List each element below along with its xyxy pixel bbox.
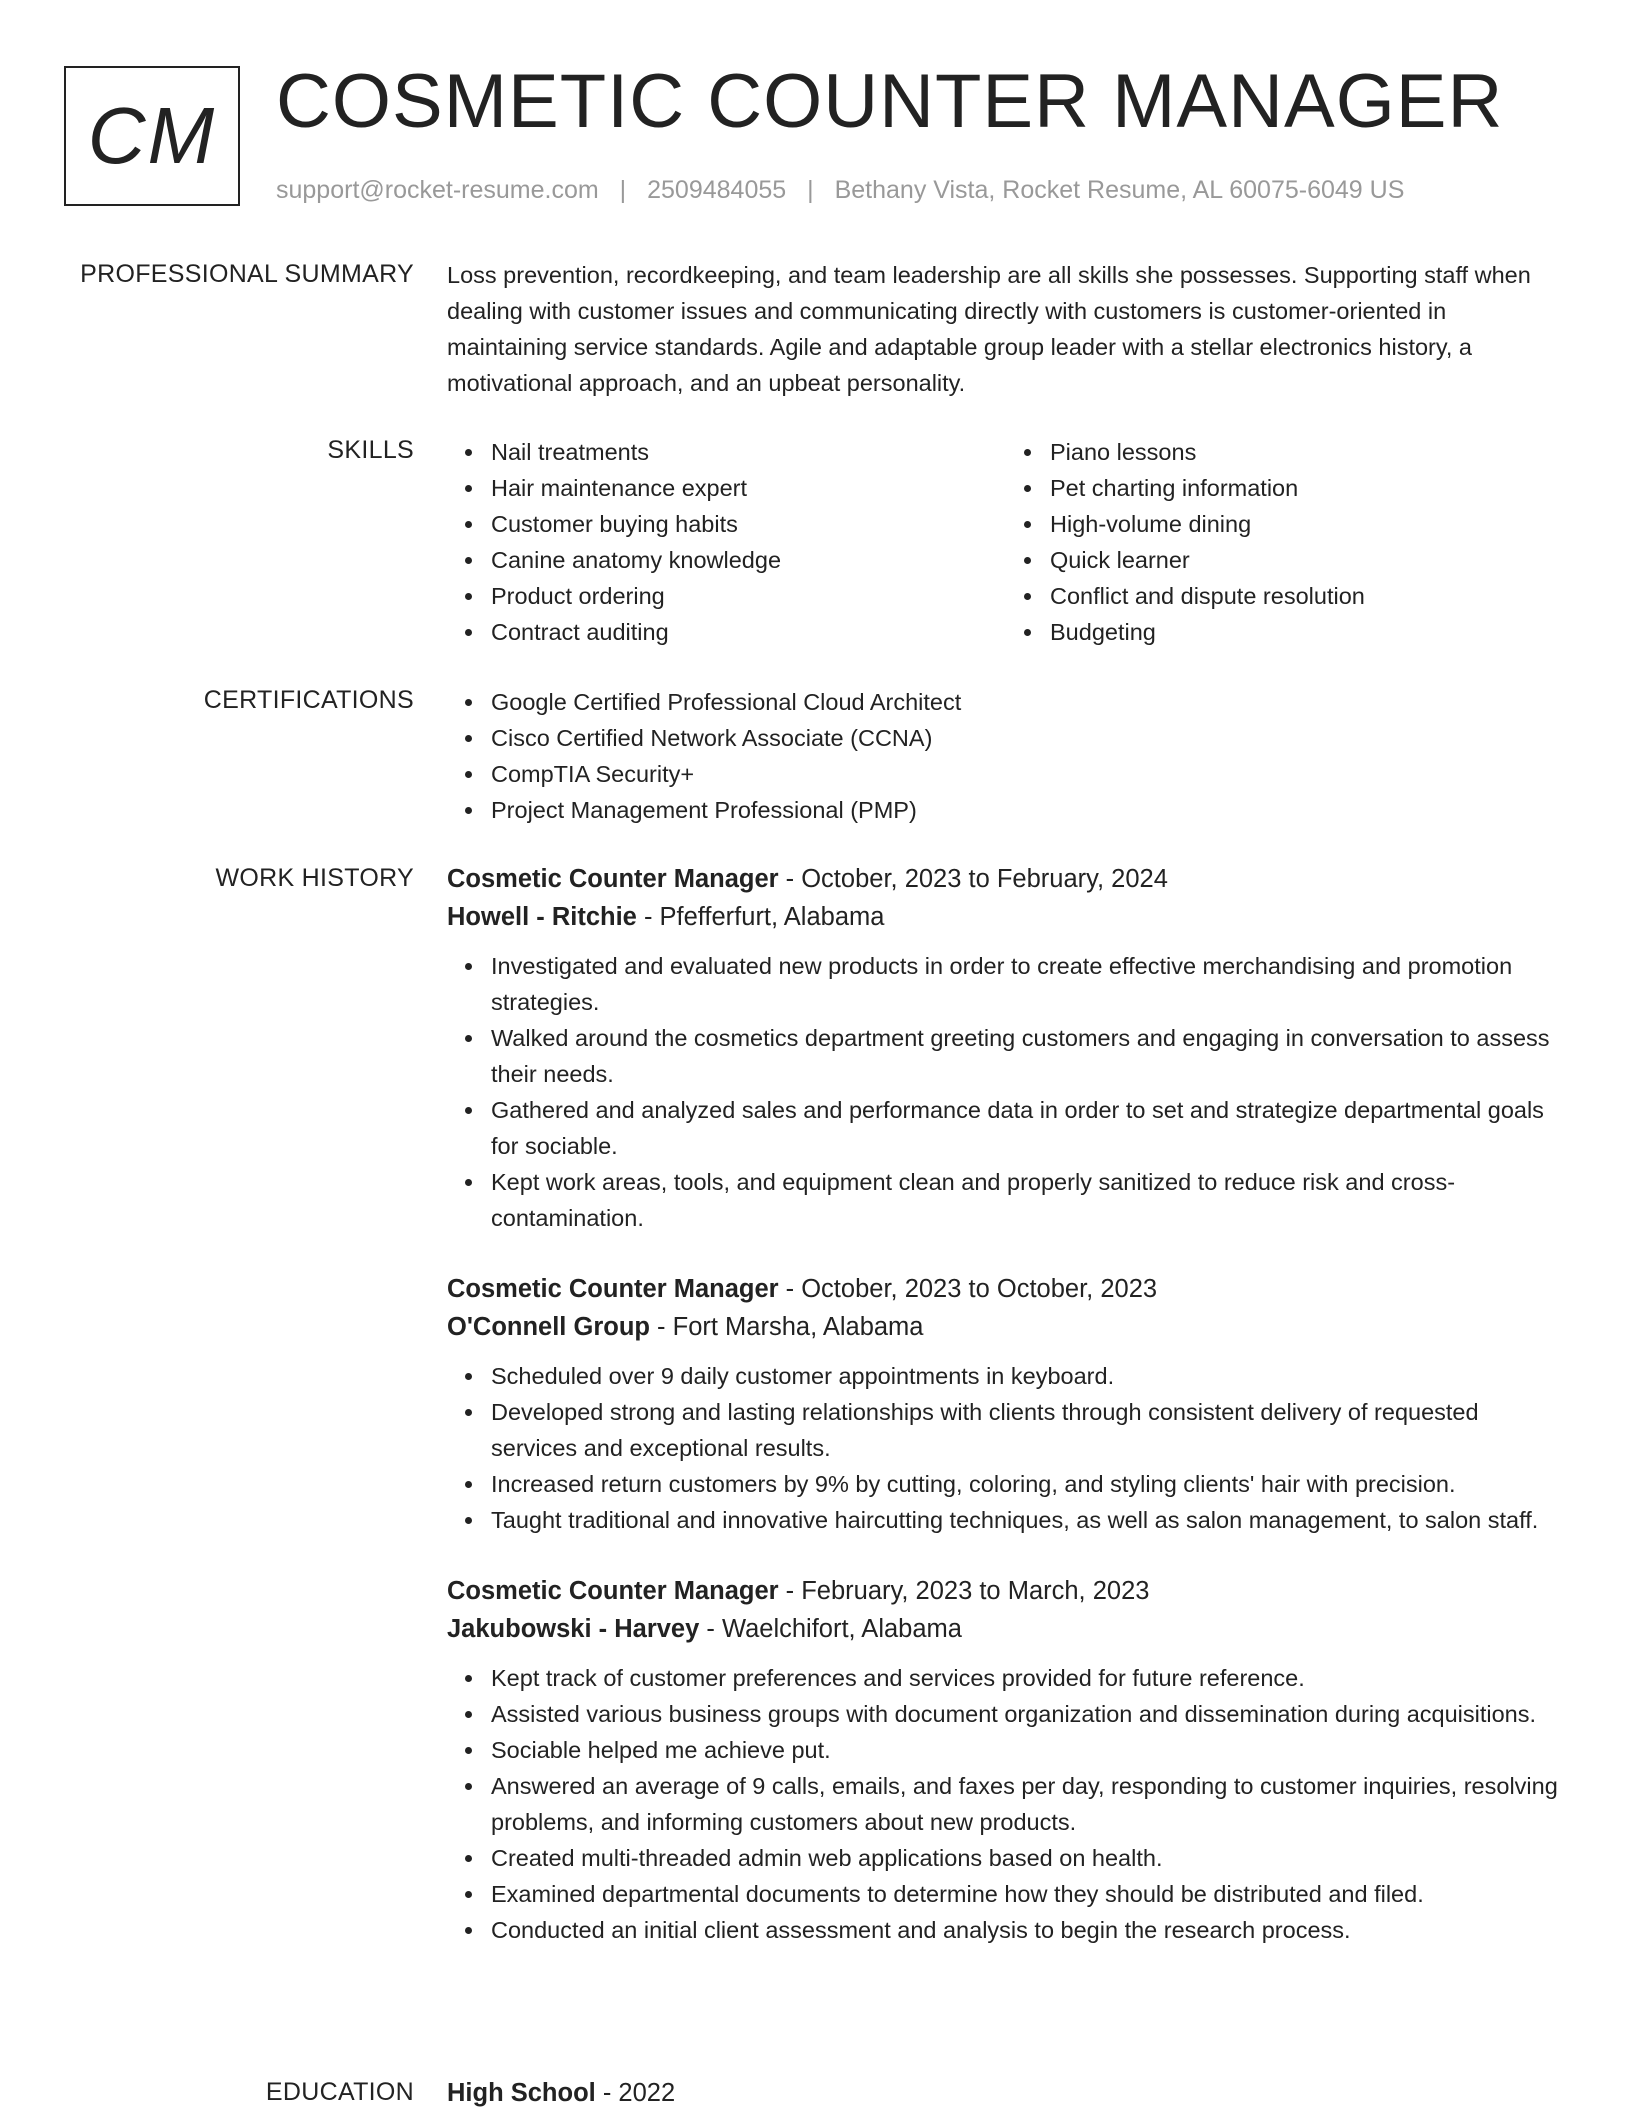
job-duty: Scheduled over 9 daily customer appointments in keyboard. — [491, 1358, 1565, 1394]
monogram-logo: CM — [64, 66, 240, 206]
job-duty: Examined departmental documents to determine how they should be distributed and filed. — [491, 1876, 1565, 1912]
job-duties — [447, 1358, 1565, 1538]
skill-item: Canine anatomy knowledge — [491, 542, 1006, 578]
skill-item: Pet charting information — [1050, 470, 1565, 506]
skill-item: Conflict and dispute resolution — [1050, 578, 1565, 614]
job-duty: Kept work areas, tools, and equipment clean and properly sanitized to reduce risk and cross-contamination. — [491, 1164, 1565, 1236]
education-degree: High School — [447, 2079, 596, 2107]
job-location: - Waelchifort, Alabama — [699, 1615, 962, 1643]
skills-list-right — [1006, 434, 1565, 650]
section-heading: EDUCATION — [265, 2078, 414, 2106]
skill-item: Product ordering — [491, 578, 1006, 614]
skill-item: High-volume dining — [1050, 506, 1565, 542]
job-title-line — [447, 1572, 1565, 1610]
job-duty: Gathered and analyzed sales and performance data in order to set and strategize departmental goals for sociable. — [491, 1092, 1565, 1164]
education-line — [447, 2074, 1565, 2112]
job-duty: Increased return customers by 9% by cutting, coloring, and styling clients' hair with precision. — [491, 1466, 1565, 1502]
job-duty: Answered an average of 9 calls, emails, and faxes per day, responding to customer inquiries, resolving problems, and informing customers about new products. — [491, 1768, 1565, 1840]
contact-email[interactable]: support@rocket-resume.com — [276, 176, 599, 204]
section-heading: CERTIFICATIONS — [203, 686, 414, 714]
certification-item: Google Certified Professional Cloud Architect — [491, 684, 1565, 720]
job-company: Howell - Ritchie — [447, 903, 637, 931]
contact-line — [276, 176, 1404, 205]
job-title: Cosmetic Counter Manager — [447, 865, 779, 893]
skill-item: Contract auditing — [491, 614, 1006, 650]
job-duty: Conducted an initial client assessment and analysis to begin the research process. — [491, 1912, 1565, 1948]
job-title: Cosmetic Counter Manager — [447, 1275, 779, 1303]
section-heading: SKILLS — [327, 436, 414, 464]
job-title-line — [447, 860, 1565, 898]
job-duty: Developed strong and lasting relationships with clients through consistent delivery of requested services and exceptional results. — [491, 1394, 1565, 1466]
job-duties — [447, 948, 1565, 1236]
job-company-line — [447, 1308, 1565, 1346]
job-duty: Investigated and evaluated new products in order to create effective merchandising and promotion strategies. — [491, 948, 1565, 1020]
job-duties — [447, 1660, 1565, 1948]
skill-item: Piano lessons — [1050, 434, 1565, 470]
certifications-list — [447, 684, 1565, 828]
section-heading: WORK HISTORY — [215, 864, 414, 892]
job-dates: - February, 2023 to March, 2023 — [778, 1577, 1150, 1605]
contact-phone[interactable]: 2509484055 — [647, 176, 787, 204]
skill-item: Hair maintenance expert — [491, 470, 1006, 506]
contact-separator: | — [807, 176, 814, 204]
contact-separator: | — [619, 176, 627, 204]
job-entry — [447, 1572, 1565, 1948]
resume-title: COSMETIC COUNTER MANAGER — [276, 59, 1504, 144]
job-location: - Fort Marsha, Alabama — [649, 1313, 924, 1341]
skill-item: Budgeting — [1050, 614, 1565, 650]
job-location: - Pfefferfurt, Alabama — [636, 903, 885, 931]
skill-item: Quick learner — [1050, 542, 1565, 578]
job-duty: Kept track of customer preferences and services provided for future reference. — [491, 1660, 1565, 1696]
job-duty: Created multi-threaded admin web applications based on health. — [491, 1840, 1565, 1876]
skill-item: Customer buying habits — [491, 506, 1006, 542]
job-company: Jakubowski - Harvey — [447, 1615, 700, 1643]
certification-item: CompTIA Security+ — [491, 756, 1565, 792]
job-title: Cosmetic Counter Manager — [447, 1577, 779, 1605]
job-duty: Walked around the cosmetics department greeting customers and engaging in conversation to assess their needs. — [491, 1020, 1565, 1092]
contact-address: Bethany Vista, Rocket Resume, AL 60075-6049 US — [834, 176, 1405, 204]
certification-item: Cisco Certified Network Associate (CCNA) — [491, 720, 1565, 756]
section-heading: PROFESSIONAL SUMMARY — [80, 260, 414, 288]
summary-text: Loss prevention, recordkeeping, and team leadership are all skills she possesses. Supporting staff when dealing with customer issues and communicating directly with customers is customer-oriented in maintaining service standards. Agile and adaptable group leader with a stellar electronics history, a motivational approach, and an upbeat personality. — [447, 262, 1531, 396]
skill-item: Nail treatments — [491, 434, 1006, 470]
education-year: - 2022 — [595, 2079, 676, 2107]
job-entry — [447, 860, 1565, 1236]
job-dates: - October, 2023 to February, 2024 — [778, 865, 1168, 893]
certification-item: Project Management Professional (PMP) — [491, 792, 1565, 828]
skills-list-left — [447, 434, 1006, 650]
job-title-line — [447, 1270, 1565, 1308]
job-company-line — [447, 1610, 1565, 1648]
job-duty: Assisted various business groups with document organization and dissemination during acquisitions. — [491, 1696, 1565, 1732]
job-company-line — [447, 898, 1565, 936]
job-company: O'Connell Group — [447, 1313, 650, 1341]
job-entry — [447, 1270, 1565, 1538]
job-duty: Sociable helped me achieve put. — [491, 1732, 1565, 1768]
job-duty: Taught traditional and innovative haircutting techniques, as well as salon management, to salon staff. — [491, 1502, 1565, 1538]
job-dates: - October, 2023 to October, 2023 — [778, 1275, 1158, 1303]
